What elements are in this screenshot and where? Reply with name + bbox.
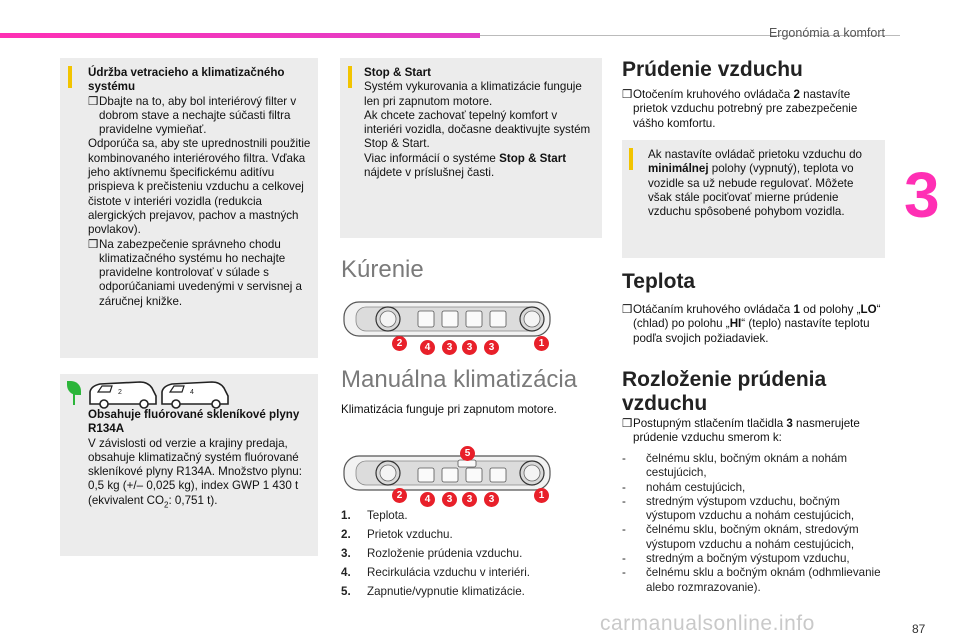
chapter-number: 3 xyxy=(904,159,940,231)
eco-text xyxy=(88,408,314,512)
eco-body-a: V závislosti od verzie a krajiny predaja, obsahuje klimatizačný systém fluórované skleníkové plyny R134A. Množstvo plynu: 0,5 kg (+/– 0,025 kg), index GWP 1 430 t (ekvivalent CO xyxy=(88,436,302,507)
bullet-icon: ❒ xyxy=(88,94,99,108)
dash-marker: - xyxy=(622,480,626,494)
legend-number: 4. xyxy=(341,566,351,579)
temperature-text-d: “ (teplo) nastavíte teplotu podľa svojich požiadaviek. xyxy=(633,317,870,345)
temperature-text-a: Otáčaním kruhového ovládača xyxy=(633,303,794,316)
page-number: 87 xyxy=(912,622,926,636)
maintenance-text xyxy=(88,66,314,309)
distribution-item-text: nohám cestujúcich, xyxy=(646,480,746,494)
distribution-item xyxy=(622,452,884,481)
eco-subscript: 2 xyxy=(164,500,169,510)
manual-ac-intro: Klimatizácia funguje pri zapnutom motore. xyxy=(341,403,557,416)
maintenance-paragraph: Odporúča sa, aby ste uprednostnili použitie kombinovaného interiérového filtra. Vďaka jeho aktívnemu špecifickému aditívu prispieva k prečisteniu vzduchu a celkovej čistote v interiéri vozidla (redukcia alergických prejavov, pachov a mastných povlakov). xyxy=(88,137,311,237)
airflow-note xyxy=(648,148,880,219)
distribution-title: Rozloženie prúdenia vzduchu xyxy=(622,368,827,415)
manual-ac-title: Manuálna klimatizácia xyxy=(341,366,578,393)
legend-number: 1. xyxy=(341,509,351,522)
legend-item xyxy=(341,582,603,601)
control-legend xyxy=(341,506,603,601)
maintenance-bullet-2: Na zabezpečenie správneho chodu klimatizačného systému ho nechajte pravidelne kontrolovať v súlade s odporúčaniami uvedenými v servisnej a záručnej knižke. xyxy=(99,237,302,308)
callout-badge: 3 xyxy=(442,340,457,355)
stopstart-body-2: Ak chcete zachovať tepelný komfort v interiéri vozidla, dočasne deaktivujte systém Stop & Start. xyxy=(364,108,591,151)
legend-text: Teplota. xyxy=(367,509,408,522)
eco-title: Obsahuje fluórované skleníkové plyny R134A xyxy=(88,408,300,436)
bullet-icon: ❒ xyxy=(622,303,633,316)
header-accent-bar xyxy=(0,33,480,38)
distribution-item-text: čelnému sklu a bočným oknám (odhmlievanie alebo rozmrazovanie). xyxy=(646,566,881,594)
distribution-item xyxy=(622,495,884,524)
bullet-icon: ❒ xyxy=(622,417,633,430)
eco-body-b: : 0,751 t). xyxy=(168,493,218,507)
ac-callouts xyxy=(392,446,552,505)
dash-marker: - xyxy=(622,452,626,465)
temperature-hi: HI xyxy=(729,317,742,331)
distribution-item xyxy=(622,523,884,552)
airflow-title: Prúdenie vzduchu xyxy=(622,58,803,81)
callout-badge: 3 xyxy=(484,492,499,507)
watermark: carmanualsonline.info xyxy=(600,612,815,635)
info-icon xyxy=(629,148,633,170)
legend-item xyxy=(341,506,603,525)
svg-text:2: 2 xyxy=(118,389,122,396)
van-icon xyxy=(88,378,158,410)
distribution-item xyxy=(622,552,884,566)
temperature-num: 1 xyxy=(793,303,800,316)
callout-badge: 3 xyxy=(484,340,499,355)
distribution-list xyxy=(622,452,884,595)
legend-item xyxy=(341,544,603,563)
svg-text:4: 4 xyxy=(190,389,194,396)
callout-badge: 3 xyxy=(462,340,477,355)
airflow-text xyxy=(622,88,883,131)
distribution-item xyxy=(622,566,884,595)
temperature-title: Teplota xyxy=(622,270,696,293)
maintenance-bullet-1: Dbajte na to, aby bol interiérový filter v dobrom stave a nechajte súčasti filtra pravidelne vymieňať. xyxy=(99,94,297,137)
distribution-item xyxy=(622,481,884,495)
callout-badge: 5 xyxy=(460,446,475,461)
dash-marker: - xyxy=(622,494,626,508)
heating-callouts xyxy=(392,336,552,352)
van-icon xyxy=(160,378,230,410)
stopstart-body-3c: nájdete v príslušnej časti. xyxy=(364,166,495,180)
stopstart-body-1: Systém vykurovania a klimatizácie funguje len pri zapnutom motore. xyxy=(364,80,582,108)
temperature-text xyxy=(622,303,895,346)
dash-marker: - xyxy=(622,566,626,580)
legend-number: 3. xyxy=(341,547,351,560)
legend-item xyxy=(341,525,603,544)
temperature-text-c: “ (chlad) po polohu „ xyxy=(633,303,881,331)
callout-badge: 1 xyxy=(534,336,549,351)
callout-badge: 4 xyxy=(420,492,435,507)
airflow-note-c: polohy (vypnutý), teplota vo vozidle sa už nebude regulovať. Môžete však stále pociťovať mierne prúdenie vzduchu spôsobené pohybom vozidla. xyxy=(648,162,854,219)
legend-text: Recirkulácia vzduchu v interiéri. xyxy=(367,566,531,579)
callout-badge: 2 xyxy=(392,488,407,503)
stopstart-title: Stop & Start xyxy=(364,66,431,79)
legend-number: 5. xyxy=(341,585,351,598)
bullet-icon: ❒ xyxy=(622,88,633,101)
eco-leaf-stem xyxy=(73,393,75,405)
info-icon xyxy=(348,66,352,88)
bullet-icon: ❒ xyxy=(88,237,99,251)
distribution-item-text: stredným výstupom vzduchu, bočným výstupom vzduchu a nohám cestujúcich, xyxy=(646,494,855,523)
legend-item xyxy=(341,563,603,582)
callout-badge: 4 xyxy=(420,340,435,355)
legend-text: Zapnutie/vypnutie klimatizácie. xyxy=(367,585,525,598)
airflow-text-a: Otočením kruhového ovládača xyxy=(633,88,794,101)
callout-badge: 3 xyxy=(442,492,457,507)
legend-text: Rozloženie prúdenia vzduchu. xyxy=(367,547,523,560)
distribution-item-text: stredným a bočným výstupom vzduchu, xyxy=(646,552,850,566)
dash-marker: - xyxy=(622,552,626,566)
distribution-text-b: nasmerujete prúdenie vzduchu smerom k: xyxy=(633,417,860,445)
stopstart-text xyxy=(364,66,596,180)
legend-number: 2. xyxy=(341,528,351,541)
info-icon xyxy=(68,66,72,88)
distribution-item-text: čelnému sklu, bočným oknám a nohám cestujúcich, xyxy=(646,452,848,480)
temperature-lo: LO xyxy=(860,303,877,316)
section-title: Ergonómia a komfort xyxy=(768,26,885,40)
distribution-num: 3 xyxy=(786,417,793,430)
temperature-text-b: od polohy „ xyxy=(799,303,861,316)
distribution-item-text: čelnému sklu, bočným oknám, stredovým výstupom vzduchu a nohám cestujúcich, xyxy=(646,523,859,551)
distribution-text-a: Postupným stlačením tlačidla xyxy=(633,417,787,430)
legend-text: Prietok vzduchu. xyxy=(367,528,453,541)
dash-marker: - xyxy=(622,523,626,537)
callout-badge: 1 xyxy=(534,488,549,503)
airflow-num: 2 xyxy=(793,88,800,101)
heating-title: Kúrenie xyxy=(341,256,424,283)
maintenance-title: Údržba vetracieho a klimatizačného systému xyxy=(88,66,285,94)
stopstart-body-3b: Stop & Start xyxy=(499,151,567,165)
stopstart-body-3a: Viac informácií o systéme xyxy=(364,151,500,165)
airflow-note-b: minimálnej xyxy=(648,162,709,176)
airflow-text-b: nastavíte prietok vzduchu potrebný pre zabezpečenie vášho komfortu. xyxy=(633,88,858,130)
airflow-note-a: Ak nastavíte ovládač prietoku vzduchu do xyxy=(648,148,862,161)
callout-badge: 2 xyxy=(392,336,407,351)
callout-badge: 3 xyxy=(462,492,477,507)
distribution-text xyxy=(622,417,895,446)
